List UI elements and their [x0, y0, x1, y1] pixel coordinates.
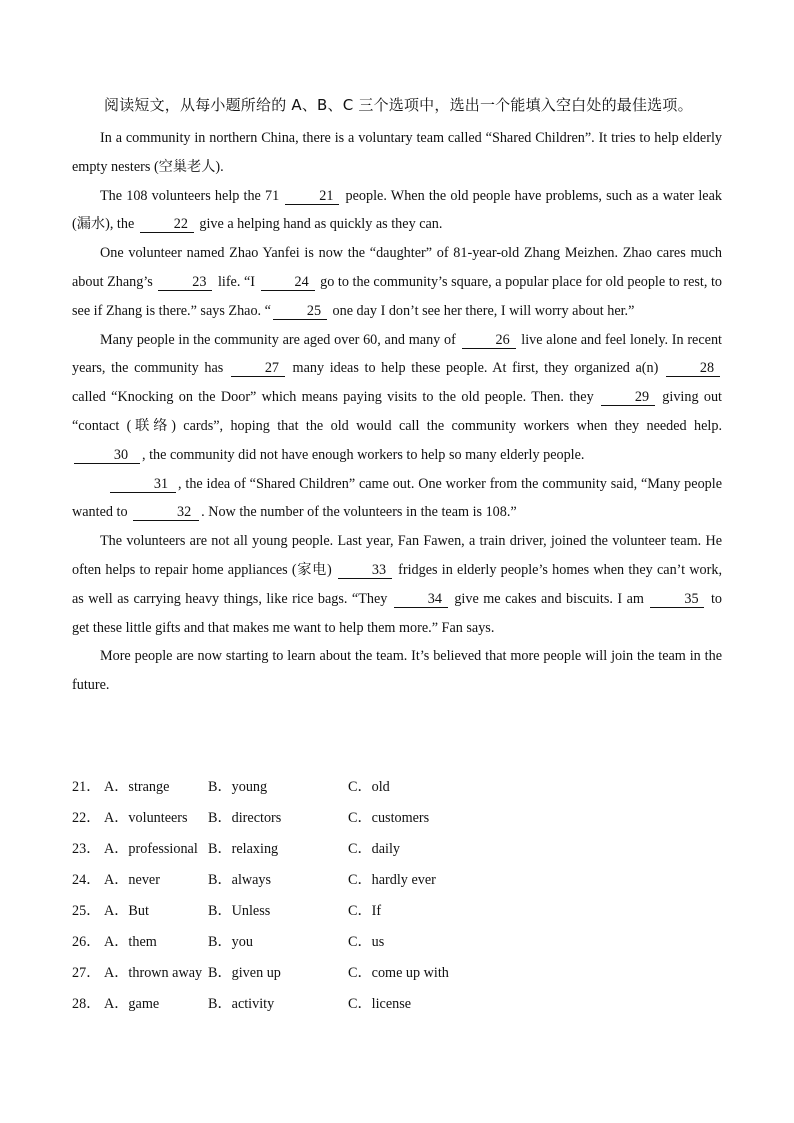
option-a: A．never: [104, 872, 160, 888]
blank-29: 29: [601, 390, 655, 406]
question-number: 25．: [72, 903, 101, 919]
option-a: A．strange: [104, 779, 170, 795]
paragraph-3: One volunteer named Zhao Yanfei is now the “daughter” of 81-year-old Zhang Meizhen. Zhao cares much about Zhang’s 23 life. “I 24 go to the community’s square, a popular place for old people to rest, to see if Zhang is there.” says Zhao. “ 25 one day I don’t see her there, I will worry about her.”: [72, 245, 722, 319]
option-c: C．If: [348, 903, 382, 919]
option-b: B．Unless: [208, 903, 271, 919]
cloze-passage: [72, 124, 722, 700]
paragraph-2: The 108 volunteers help the 71 21 people. When the old people have problems, such as a water leak (漏水), the 22 give a helping hand as quickly as they can.: [72, 187, 722, 233]
question-options-list: [72, 772, 722, 1020]
option-b: B．young: [208, 779, 268, 795]
question-row-22: [72, 803, 722, 834]
question-row-21: [72, 772, 722, 803]
option-b: B．activity: [208, 996, 275, 1012]
blank-35: 35: [650, 592, 704, 608]
blank-27: 27: [231, 361, 285, 377]
option-c: C．hardly ever: [348, 872, 436, 888]
option-b: B．given up: [208, 965, 281, 981]
blank-23: 23: [158, 275, 212, 291]
blank-33: 33: [338, 563, 392, 579]
question-number: 21．: [72, 779, 101, 795]
paragraph-5: 31 , the idea of “Shared Children” came out. One worker from the community said, “Many people wanted to 32 . Now the number of the volunteers in the team is 108.”: [72, 475, 722, 521]
blank-34: 34: [394, 592, 448, 608]
question-row-26: [72, 927, 722, 958]
option-a: A．thrown away: [104, 965, 203, 981]
question-number: 24．: [72, 872, 101, 888]
question-number: 22．: [72, 810, 101, 826]
question-row-23: [72, 834, 722, 865]
option-a: A．But: [104, 903, 149, 919]
paragraph-1: In a community in northern China, there is a voluntary team called “Shared Children”. It tries to help elderly empty nesters (空巢老人).: [72, 130, 722, 175]
option-c: C．come up with: [348, 965, 449, 981]
option-b: B．you: [208, 934, 253, 950]
blank-21: 21: [285, 189, 339, 205]
instruction-heading: 阅读短文，从每小题所给的 A、B、C 三个选项中，选出一个能填入空白处的最佳选项。: [104, 96, 693, 114]
blank-24: 24: [261, 275, 315, 291]
option-c: C．license: [348, 996, 412, 1012]
option-c: C．daily: [348, 841, 401, 857]
paragraph-4: Many people in the community are aged over 60, and many of 26 live alone and feel lonely. In recent years, the community has 27 many ideas to help these people. At first, they organized a(n) 28 called “Knocking on the Door” which means paying visits to the old people. Then. they 29 giving out “contact (联络) cards”, hoping that the old would call the community workers when they needed help. 30 , the community did not have enough workers to help so many elderly people.: [72, 331, 722, 463]
option-b: B．always: [208, 872, 272, 888]
blank-32: 32: [133, 505, 199, 521]
question-row-27: [72, 958, 722, 989]
blank-28: 28: [666, 361, 720, 377]
question-number: 26．: [72, 934, 101, 950]
blank-31: 31: [110, 477, 176, 493]
paragraph-6: The volunteers are not all young people. Last year, Fan Fawen, a train driver, joined the volunteer team. He often helps to repair home appliances (家电) 33 fridges in elderly people’s homes when they can’t work, as well as carrying heavy things, like rice bags. “They 34 give me cakes and biscuits. I am 35 to get these little gifts and that makes me want to help them more.” Fan says.: [72, 533, 722, 636]
option-b: B．directors: [208, 810, 282, 826]
blank-30: 30: [74, 448, 140, 464]
option-a: A．professional: [104, 841, 198, 857]
option-c: C．old: [348, 779, 390, 795]
question-row-24: [72, 865, 722, 896]
blank-26: 26: [462, 333, 516, 349]
option-c: C．customers: [348, 810, 430, 826]
option-c: C．us: [348, 934, 385, 950]
question-number: 27．: [72, 965, 101, 981]
option-a: A．volunteers: [104, 810, 188, 826]
question-row-28: [72, 989, 722, 1020]
blank-25: 25: [273, 304, 327, 320]
question-number: 28．: [72, 996, 101, 1012]
option-a: A．them: [104, 934, 157, 950]
blank-22: 22: [140, 217, 194, 233]
question-number: 23．: [72, 841, 101, 857]
question-row-25: [72, 896, 722, 927]
paragraph-7: More people are now starting to learn about the team. It’s believed that more people will join the team in the future.: [72, 648, 722, 694]
option-a: A．game: [104, 996, 160, 1012]
option-b: B．relaxing: [208, 841, 279, 857]
